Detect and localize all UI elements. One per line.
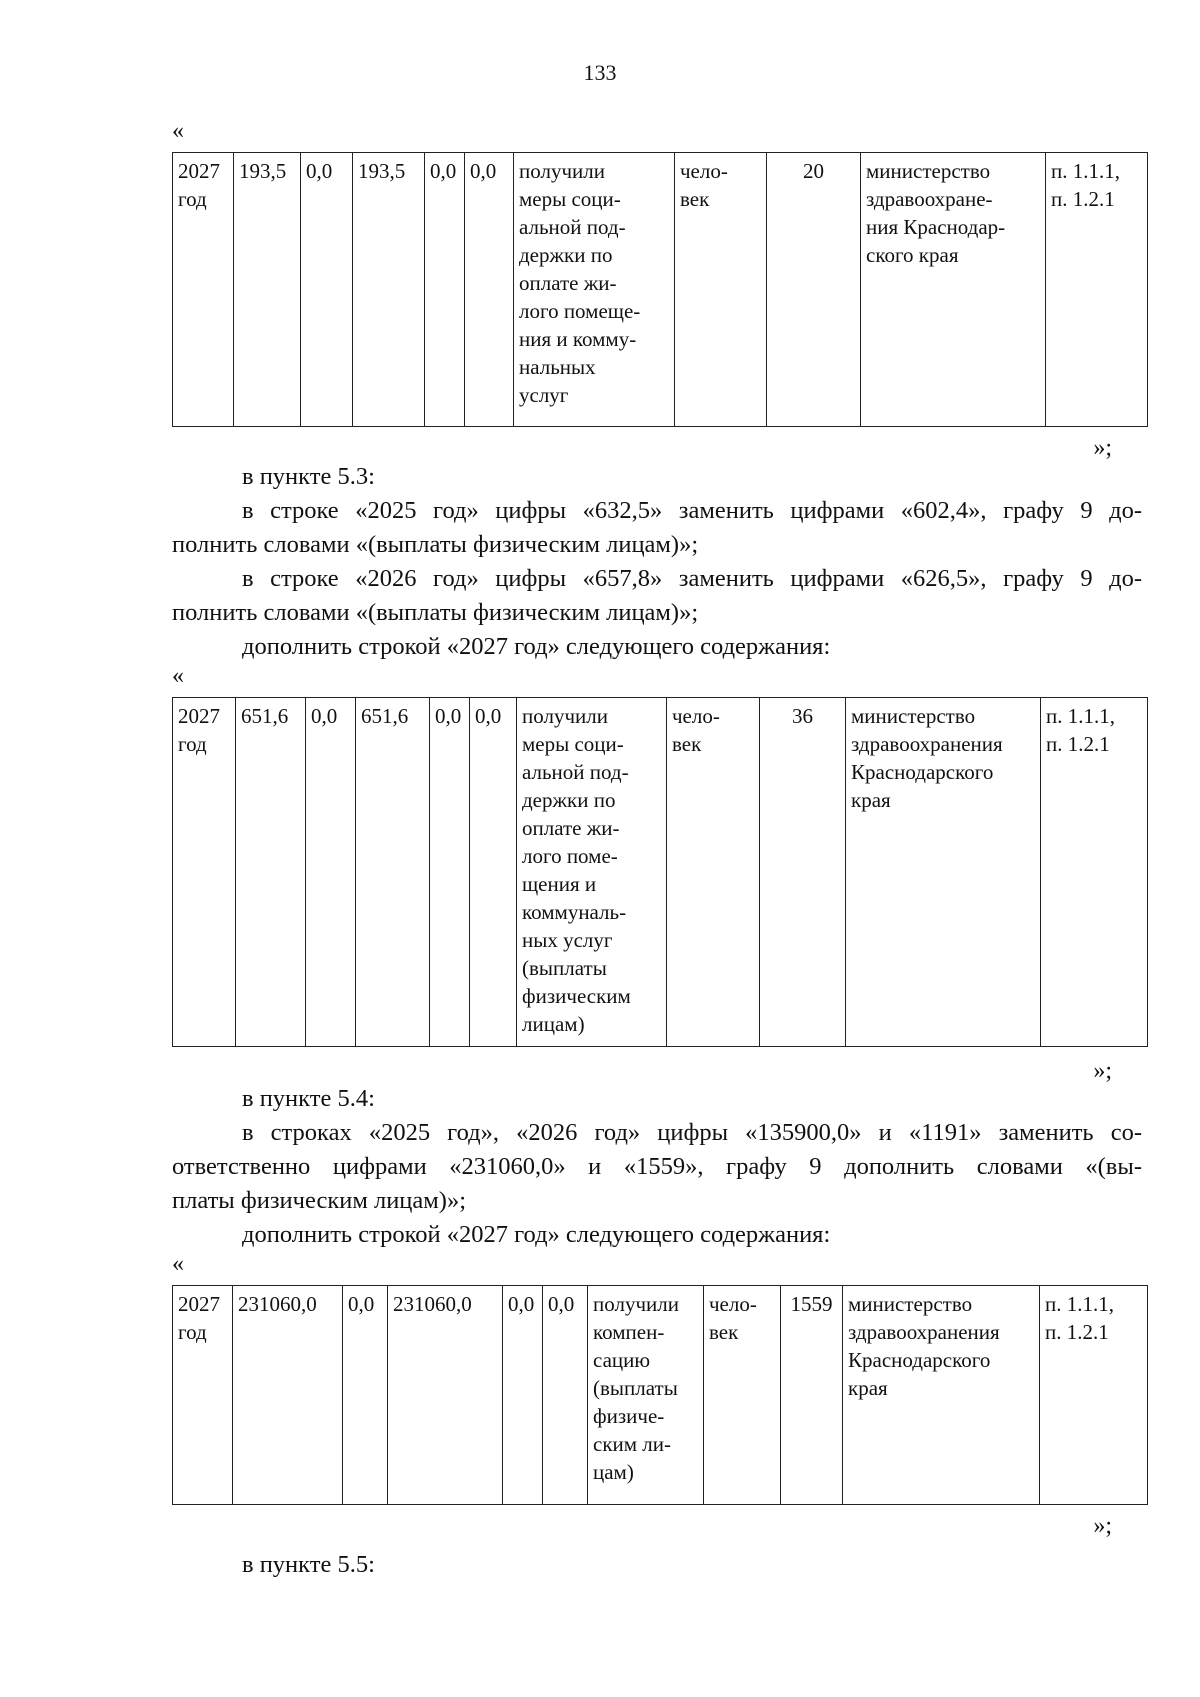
unit-cell: чело- век — [675, 153, 767, 427]
reference-cell: п. 1.1.1, п. 1.2.1 — [1046, 153, 1148, 427]
local-cell: 0,0 — [425, 153, 465, 427]
unit-cell: чело- век — [667, 698, 760, 1047]
reference-cell: п. 1.1.1, п. 1.2.1 — [1040, 1286, 1148, 1505]
table1 — [172, 152, 1148, 427]
other-cell: 0,0 — [465, 153, 514, 427]
table3-close-quote: »; — [1093, 1513, 1112, 1539]
section-55-heading: в пункте 5.5: — [242, 1551, 375, 1578]
regional-cell: 651,6 — [356, 698, 430, 1047]
section-54-line: ответственно цифрами «231060,0» и «1559», графу 9 дополнить словами «(вы- — [172, 1153, 1142, 1180]
total-cell: 231060,0 — [233, 1286, 343, 1505]
local-cell: 0,0 — [503, 1286, 543, 1505]
section-53-line: в строке «2025 год» цифры «632,5» заменить цифрами «602,4», графу 9 до- — [242, 497, 1142, 524]
table1-open-quote: « — [172, 118, 184, 144]
section-53-line: полнить словами «(выплаты физическим лицам)»; — [172, 531, 699, 558]
executor-cell: министерство здравоохране- ния Краснодар- ского края — [861, 153, 1046, 427]
table-row — [173, 1286, 1148, 1505]
total-cell: 651,6 — [236, 698, 306, 1047]
regional-cell: 231060,0 — [388, 1286, 503, 1505]
table-row — [173, 698, 1148, 1047]
reference-cell: п. 1.1.1, п. 1.2.1 — [1041, 698, 1148, 1047]
section-54-line: в строках «2025 год», «2026 год» цифры «135900,0» и «1191» заменить со- — [242, 1119, 1142, 1146]
section-54-line: дополнить строкой «2027 год» следующего содержания: — [242, 1221, 831, 1248]
section-53-heading: в пункте 5.3: — [242, 463, 375, 490]
year-cell: 2027 год — [173, 153, 234, 427]
local-cell: 0,0 — [430, 698, 470, 1047]
table1-close-quote: »; — [1093, 435, 1112, 461]
other-cell: 0,0 — [543, 1286, 588, 1505]
year-cell: 2027 год — [173, 698, 236, 1047]
year-cell: 2027 год — [173, 1286, 233, 1505]
executor-cell: министерство здравоохранения Краснодарского края — [843, 1286, 1040, 1505]
section-53-line: полнить словами «(выплаты физическим лицам)»; — [172, 599, 699, 626]
value-cell: 20 — [767, 153, 861, 427]
table2-close-quote: »; — [1093, 1058, 1112, 1084]
total-cell: 193,5 — [234, 153, 301, 427]
table2-open-quote: « — [172, 663, 184, 689]
value-cell: 1559 — [781, 1286, 843, 1505]
federal-cell: 0,0 — [343, 1286, 388, 1505]
table-row — [173, 153, 1148, 427]
table2 — [172, 697, 1148, 1047]
section-53-text — [172, 460, 1142, 664]
table3 — [172, 1285, 1148, 1505]
other-cell: 0,0 — [470, 698, 517, 1047]
unit-cell: чело- век — [704, 1286, 781, 1505]
result-cell: получили меры соци- альной под- держки по оплате жи- лого помеще- ния и комму- нальных услуг — [514, 153, 675, 427]
result-cell: получили меры соци- альной под- держки по оплате жи- лого поме- щения и коммуналь- ных услуг (выплаты физическим лицам) — [517, 698, 667, 1047]
regional-cell: 193,5 — [353, 153, 425, 427]
section-54-heading: в пункте 5.4: — [242, 1085, 375, 1112]
section-54-text — [172, 1082, 1142, 1252]
result-cell: получили компен- сацию (выплаты физиче- ским ли- цам) — [588, 1286, 704, 1505]
federal-cell: 0,0 — [306, 698, 356, 1047]
page-number: 133 — [583, 60, 617, 85]
table3-open-quote: « — [172, 1251, 184, 1277]
section-53-line: дополнить строкой «2027 год» следующего содержания: — [242, 633, 831, 660]
section-54-line: платы физическим лицам)»; — [172, 1187, 467, 1214]
executor-cell: министерство здравоохранения Краснодарского края — [846, 698, 1041, 1047]
federal-cell: 0,0 — [301, 153, 353, 427]
section-55-text — [172, 1548, 1142, 1582]
value-cell: 36 — [760, 698, 846, 1047]
section-53-line: в строке «2026 год» цифры «657,8» заменить цифрами «626,5», графу 9 до- — [242, 565, 1142, 592]
